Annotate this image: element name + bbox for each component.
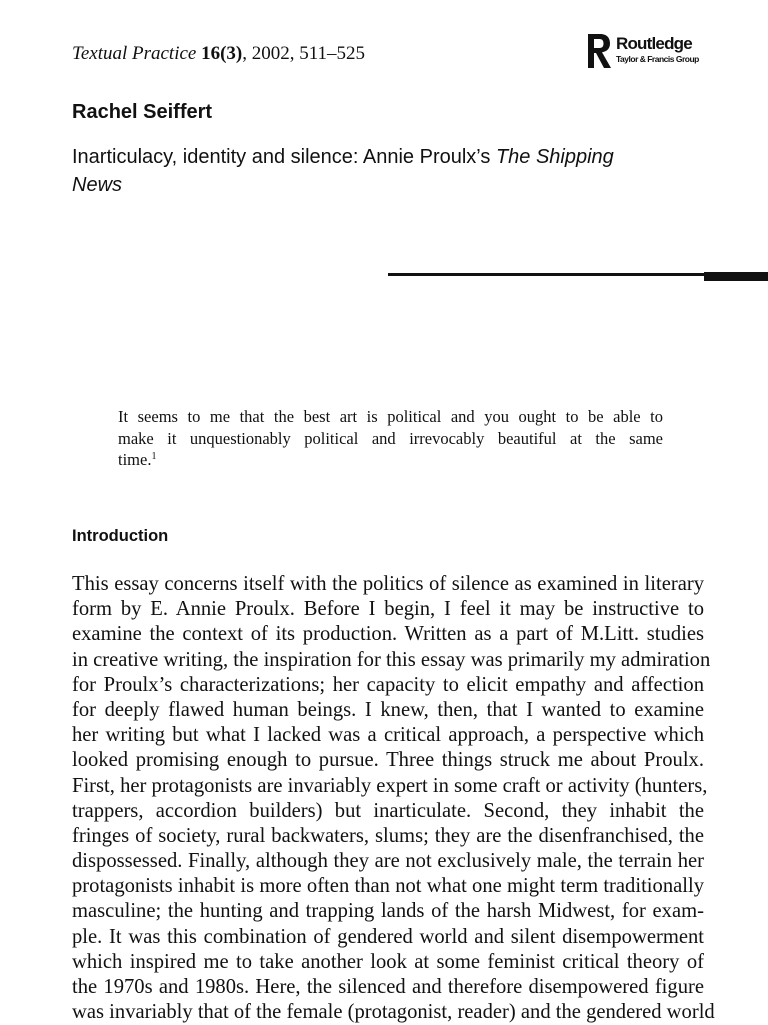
- footnote-marker[interactable]: 1: [151, 451, 157, 462]
- section-heading: Introduction: [72, 527, 169, 545]
- publisher-subtitle: Taylor & Francis Group: [616, 54, 699, 64]
- decorative-rule: [388, 273, 708, 276]
- routledge-r-logo-icon: [586, 33, 612, 69]
- article-author: Rachel Seiffert: [72, 101, 213, 123]
- body-line: masculine; the hunting and trapping lands of the harsh Midwest, for exam-: [72, 900, 704, 923]
- epigraph: [118, 406, 663, 471]
- epigraph-line: time.: [118, 450, 152, 469]
- body-line: examine the context of its production. Written as a part of M.Litt. studies: [72, 623, 704, 646]
- body-line: which inspired me to take another look at some feminist critical theory of: [72, 950, 704, 973]
- body-line: dispossessed. Finally, although they are not exclusively male, the terrain her: [72, 850, 704, 873]
- journal-citation: [72, 42, 365, 66]
- body-line: looked promising enough to pursue. Three things struck me about Proulx.: [72, 749, 704, 772]
- body-line: in creative writing, the inspiration for this essay was primarily my admiration: [72, 648, 711, 671]
- body-line: for deeply flawed human beings. I knew, then, that I wanted to examine: [72, 698, 704, 721]
- journal-volume: 16(3): [201, 43, 243, 64]
- body-line: ple. It was this combination of gendered world and silent disempowerment: [72, 925, 704, 948]
- body-line: trappers, accordion builders) but inarticulate. Second, they inhabit the: [72, 799, 704, 822]
- article-title: [72, 143, 712, 199]
- body-line: her writing but what I lacked was a critical approach, a perspective which: [72, 724, 704, 747]
- body-line: First, her protagonists are invariably expert in some craft or activity (hunters,: [72, 774, 708, 797]
- publisher-name: Routledge: [616, 34, 692, 53]
- body-paragraph: [72, 572, 715, 1025]
- body-line: for Proulx’s characterizations; her capacity to elicit empathy and affection: [72, 673, 704, 696]
- body-line: This essay concerns itself with the politics of silence as examined in literary: [72, 573, 704, 595]
- decorative-rule-bar: [704, 272, 768, 281]
- journal-year-pages: , 2002, 511–525: [242, 43, 366, 64]
- article-title-main: Inarticulacy, identity and silence: Annie Proulx’s: [72, 146, 496, 168]
- epigraph-line: It seems to me that the best art is political and you ought to be able to: [118, 407, 663, 426]
- body-line: was invariably that of the female (protagonist, reader) and the gendered world: [72, 1001, 715, 1024]
- epigraph-last-line: [118, 449, 663, 471]
- article-title-italic-continued: News: [72, 174, 123, 196]
- body-line: the 1970s and 1980s. Here, the silenced and therefore disempowered figure: [72, 976, 704, 998]
- body-line: protagonists inhabit is more often than not what one might term traditionally: [72, 875, 704, 898]
- epigraph-line: make it unquestionably political and irrevocably beautiful at the same: [118, 428, 663, 448]
- body-line: fringes of society, rural backwaters, slums; they are the disenfranchised, the: [72, 824, 704, 847]
- body-line: form by E. Annie Proulx. Before I begin, I feel it may be instructive to: [72, 598, 704, 621]
- article-title-italic: The Shipping: [495, 146, 614, 168]
- publisher-logo: [586, 33, 711, 69]
- journal-name: Textual Practice: [72, 43, 197, 64]
